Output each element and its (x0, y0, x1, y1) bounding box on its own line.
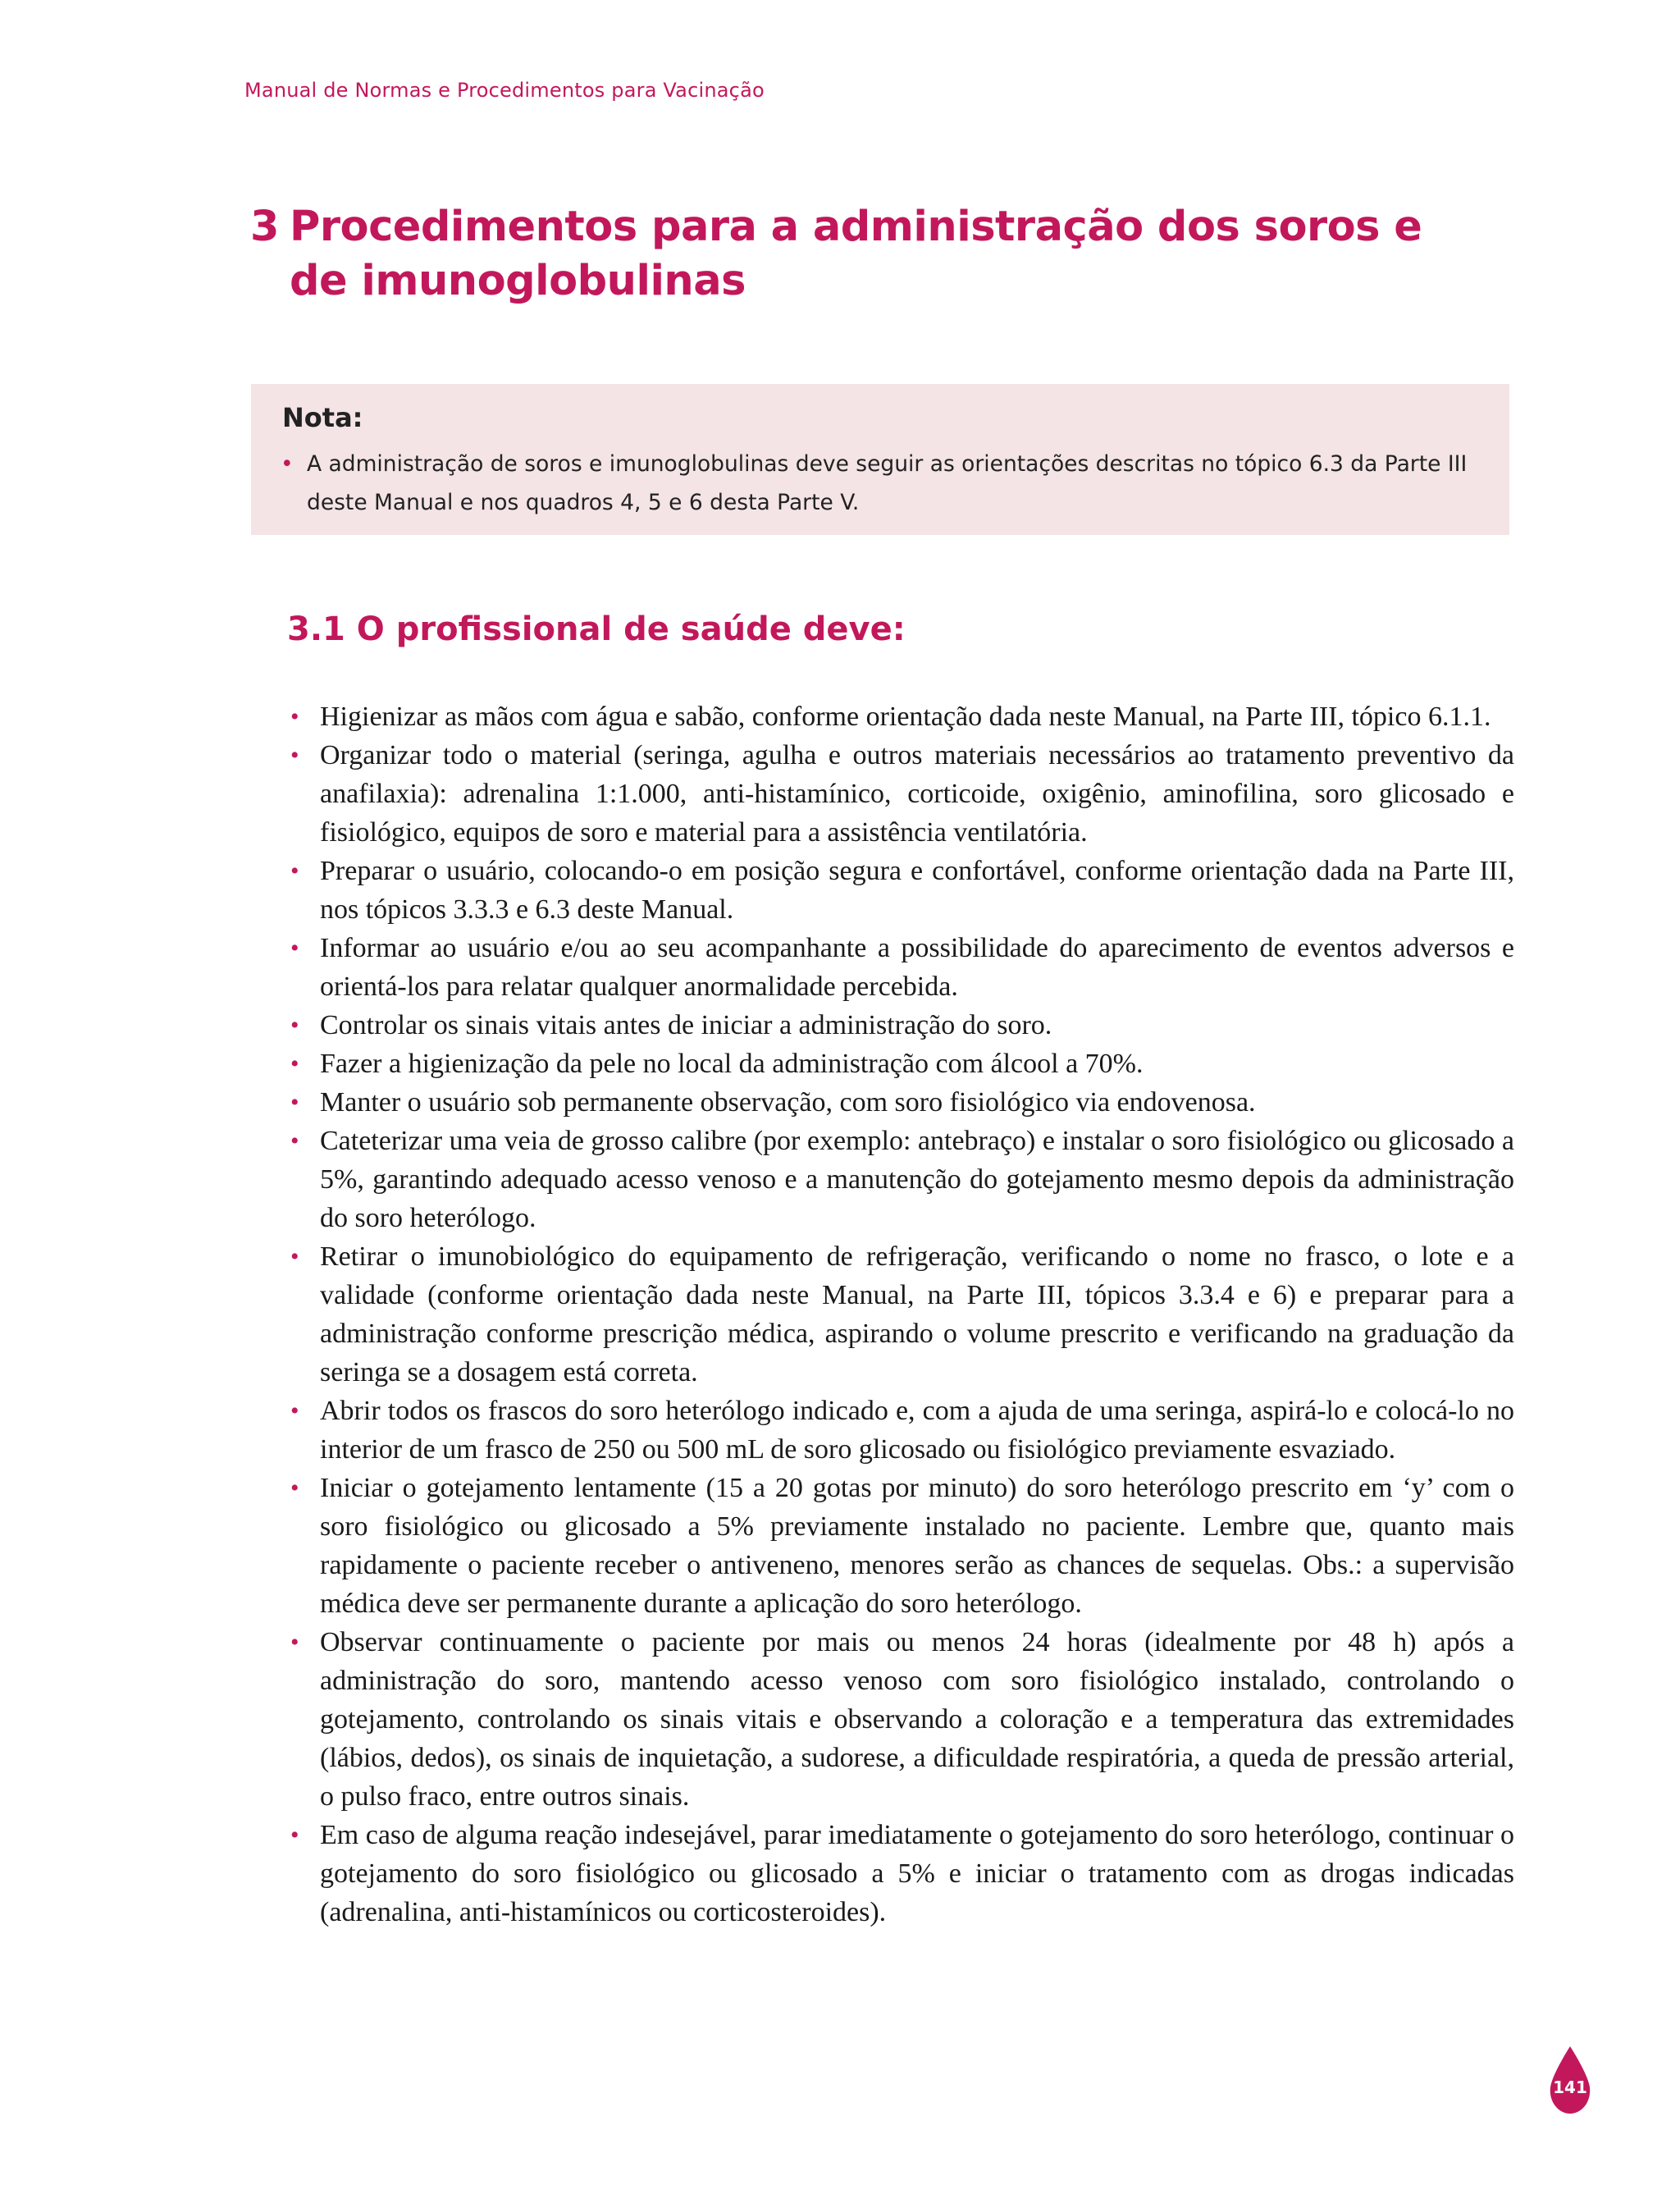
bullet-dot-icon: • (290, 1474, 299, 1502)
list-item-text: Organizar todo o material (seringa, agulha e outros materiais necessários ao tratamento preventivo da anafilaxia): adrenalina 1:1.000, anti-histamínico, corticoide, oxigênio, aminofilina, soro glicosado e fisiológico, equipos de soro e material para a assistência ventilatória. (320, 740, 1514, 848)
bullet-dot-icon: • (290, 1127, 299, 1154)
list-item (287, 852, 1514, 929)
list-item (287, 929, 1514, 1006)
list-item-text: Iniciar o gotejamento lentamente (15 a 20 gotas por minuto) do soro heterólogo prescrito em ‘y’ com o soro fisiológico ou glicosado a 5% previamente instalado no paciente. Lembre que, quanto mais rapidamente o paciente receber o antiveneno, menores serão as chances de sequelas. Obs.: a supervisão médica deve ser permanente durante a aplicação do soro heterólogo. (320, 1473, 1514, 1619)
page-number: 141 (1553, 2078, 1587, 2097)
list-item-text: Higienizar as mãos com água e sabão, conforme orientação dada neste Manual, na Parte III, tópico 6.1.1. (320, 702, 1491, 732)
note-title: Nota: (282, 402, 363, 433)
list-item (287, 697, 1514, 736)
list-item (287, 1623, 1514, 1816)
bullet-dot-icon: • (290, 1822, 299, 1849)
list-item-text: Manter o usuário sob permanente observação, com soro fisiológico via endovenosa. (320, 1087, 1256, 1118)
list-item (287, 1392, 1514, 1469)
bullet-dot-icon: • (290, 703, 299, 730)
bullet-dot-icon: • (290, 742, 299, 769)
bullet-dot-icon: • (281, 451, 294, 477)
bullet-dot-icon: • (290, 1243, 299, 1270)
list-item-text: Observar continuamente o paciente por mais ou menos 24 horas (idealmente por 48 h) após a administração do soro, mantendo acesso venoso com soro fisiológico instalado, controlando o gotejamento, controlando os sinais vitais e observando a coloração e a temperatura das extremidades (lábios, dedos), os sinais de inquietação, a sudorese, a dificuldade respiratória, a queda de pressão arterial, o pulso fraco, entre outros sinais. (320, 1627, 1514, 1812)
list-item (287, 1237, 1514, 1392)
list-item-text: Cateterizar uma veia de grosso calibre (por exemplo: antebraço) e instalar o soro fisiológico ou glicosado a 5%, garantindo adequado acesso venoso e a manutenção do gotejamento mesmo depois da administração do soro heterólogo. (320, 1126, 1514, 1233)
list-item (287, 1122, 1514, 1237)
section-title: 3.1 O profissional de saúde deve: (287, 610, 906, 648)
note-item-text: A administração de soros e imunoglobulinas deve seguir as orientações descritas no tópico 6.3 da Parte III deste Manual e nos quadros 4, 5 e 6 desta Parte V. (307, 451, 1468, 515)
list-item-text: Em caso de alguma reação indesejável, parar imediatamente o gotejamento do soro heterólogo, continuar o gotejamento do soro fisiológico ou glicosado a 5% e iniciar o tratamento com as drogas indicadas (adrenalina, anti-histamínicos ou corticosteroides). (320, 1820, 1514, 1927)
page-number-marker (1545, 2045, 1595, 2115)
bullet-dot-icon: • (290, 1089, 299, 1116)
list-item-text: Controlar os sinais vitais antes de iniciar a administração do soro. (320, 1010, 1052, 1040)
list-item-text: Abrir todos os frascos do soro heterólogo indicado e, com a ajuda de uma seringa, aspirá-lo e colocá-lo no interior de um frasco de 250 ou 500 mL de soro glicosado ou fisiológico previamente esvaziado. (320, 1396, 1514, 1465)
list-item-text: Retirar o imunobiológico do equipamento de refrigeração, verificando o nome no frasco, o lote e a validade (conforme orientação dada neste Manual, na Parte III, tópicos 3.3.4 e 6) e preparar para a administração conforme prescrição médica, aspirando o volume prescrito e verificando na graduação da seringa se a dosagem está correta. (320, 1241, 1514, 1387)
chapter-title-line2: de imunoglobulinas (290, 257, 746, 305)
list-item (287, 1006, 1514, 1045)
bullet-dot-icon: • (290, 1050, 299, 1077)
list-item-text: Fazer a higienização da pele no local da administração com álcool a 70%. (320, 1049, 1144, 1079)
list-item (287, 1816, 1514, 1931)
procedure-list (287, 697, 1514, 1931)
list-item (287, 736, 1514, 852)
list-item (287, 1045, 1514, 1083)
bullet-dot-icon: • (290, 857, 299, 885)
chapter-title (250, 200, 1481, 309)
chapter-title-line1: Procedimentos para a administração dos soros e (290, 203, 1422, 251)
bullet-dot-icon: • (290, 1012, 299, 1039)
note-item (277, 445, 1483, 522)
list-item-text: Informar ao usuário e/ou ao seu acompanhante a possibilidade do aparecimento de eventos adversos e orientá-los para relatar qualquer anormalidade percebida. (320, 933, 1514, 1002)
running-header: Manual de Normas e Procedimentos para Vacinação (244, 79, 765, 102)
chapter-number: 3 (250, 203, 279, 251)
note-box (251, 384, 1509, 535)
list-item-text: Preparar o usuário, colocando-o em posição segura e confortável, conforme orientação dada na Parte III, nos tópicos 3.3.3 e 6.3 deste Manual. (320, 856, 1514, 925)
bullet-dot-icon: • (290, 1629, 299, 1656)
list-item (287, 1469, 1514, 1623)
bullet-dot-icon: • (290, 935, 299, 962)
list-item (287, 1083, 1514, 1122)
bullet-dot-icon: • (290, 1397, 299, 1424)
